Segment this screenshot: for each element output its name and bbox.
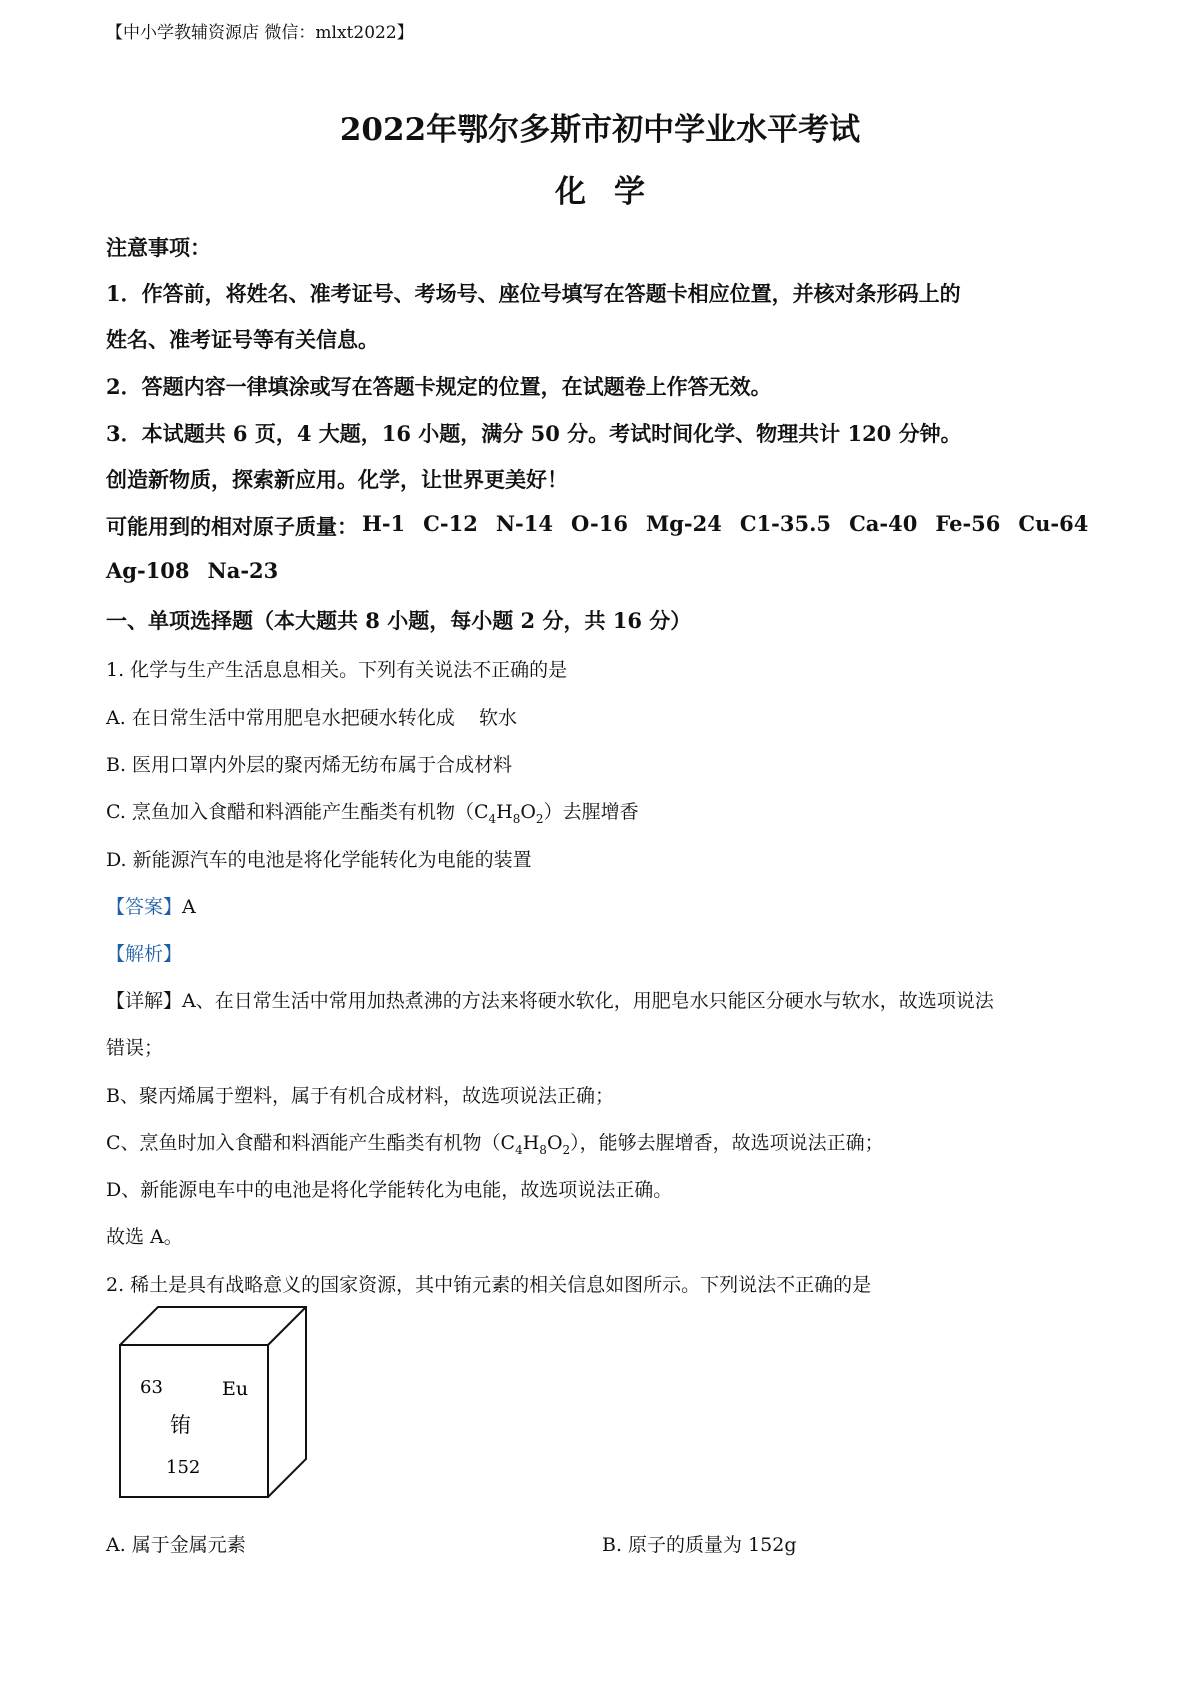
notice-item-3: 3．本试题共 6 页，4 大题，16 小题，满分 50 分。考试时间化学、物理共计 120 分钟。 [106,421,962,446]
option-c-text: ）去腥增香 [543,801,639,823]
atomic-mass: 152 [166,1457,201,1478]
answer-line [106,892,196,919]
detail-b: B、聚丙烯属于塑料，属于有机合成材料，故选项说法正确； [106,1085,614,1107]
question-1-stem: 1. 化学与生产生活息息相关。下列有关说法不正确的是 [106,659,568,681]
page-title: 2022年鄂尔多斯市初中学业水平考试 [339,112,861,148]
atomic-mass-item: Na-23 [207,558,279,583]
atomic-mass-item: Cu-64 [1018,511,1089,536]
element-name: 铕 [170,1413,191,1437]
question-2-stem: 2. 稀土是具有战略意义的国家资源，其中铕元素的相关信息如图所示。下列说法不正确的是 [106,1274,872,1296]
subscript: 4 [515,1142,523,1157]
atomic-mass-item: Mg-24 [645,511,722,536]
notice-heading: 注意事项： [106,235,211,260]
question-2-option-a: A. 属于金属元素 [106,1534,246,1556]
atomic-mass-item: C1-35.5 [739,511,832,536]
notice-item-1: 1．作答前，将姓名、准考证号、考场号、座位号填写在答题卡相应位置，并核对条形码上的 [106,281,961,306]
element-card-figure [118,1305,314,1501]
question-1-option-a: A. 在日常生活中常用肥皂水把硬水转化成 软水 [106,707,517,729]
element-symbol: Eu [222,1378,249,1400]
subscript: 2 [535,811,544,826]
detail-c [106,1128,884,1157]
detail-d: D、新能源电车中的电池是将化学能转化为电能，故选项说法正确。 [106,1179,673,1201]
answer-tag: 【答案】 [106,896,183,918]
question-1-option-d: D. 新能源汽车的电池是将化学能转化为电能的装置 [106,849,532,871]
atomic-mass-item: O-16 [570,511,628,536]
question-1-option-c [106,797,639,826]
subject-title: 化学 [555,174,673,210]
option-c-text: C. 烹鱼加入食醋和料酒能产生酯类有机物（C [106,801,489,823]
atomic-mass-item: C-12 [423,511,478,536]
notice-item-1-cont: 姓名、准考证号等有关信息。 [106,327,379,352]
atomic-mass-line-2 [106,558,278,583]
atomic-number: 63 [140,1377,163,1398]
watermark: 【中小学教辅资源店 微信：mlxt2022】 [106,23,414,43]
atomic-mass-item: Ag-108 [106,558,190,583]
detail-c-text: ），能够去腥增香，故选项说法正确； [570,1132,884,1154]
slogan: 创造新物质，探索新应用。化学，让世界更美好！ [106,467,568,492]
answer-value: A [182,896,196,918]
analysis-tag: 【解析】 [106,943,183,965]
conclusion: 故选 A。 [106,1226,183,1248]
formula-element: H [496,801,513,823]
subscript: 2 [562,1142,571,1157]
formula-element: O [520,801,536,823]
detail-c-text: C、烹鱼时加入食醋和料酒能产生酯类有机物（C [106,1132,516,1154]
detail-line-2: 错误； [106,1037,164,1059]
atomic-mass-line-1 [106,511,1088,541]
question-1-option-b: B. 医用口罩内外层的聚丙烯无纺布属于合成材料 [106,754,513,776]
subscript: 8 [512,811,521,826]
section-heading: 一、单项选择题（本大题共 8 小题，每小题 2 分，共 16 分） [106,608,692,633]
atomic-mass-item: Ca-40 [849,511,918,536]
atomic-mass-label: 可能用到的相对原子质量： [106,514,358,539]
detail-line-1: 【详解】A、在日常生活中常用加热煮沸的方法来将硬水软化，用肥皂水只能区分硬水与软水，故选项说法 [106,990,994,1012]
atomic-mass-item: H-1 [362,511,406,536]
atomic-mass-item: N-14 [495,511,553,536]
notice-item-2: 2．答题内容一律填涂或写在答题卡规定的位置，在试题卷上作答无效。 [106,374,772,399]
subscript: 4 [488,811,497,826]
subscript: 8 [539,1142,547,1157]
formula-element: H [522,1132,540,1154]
formula-element: O [546,1132,563,1154]
question-2-option-b: B. 原子的质量为 152g [602,1534,797,1556]
atomic-mass-item: Fe-56 [935,511,1001,536]
